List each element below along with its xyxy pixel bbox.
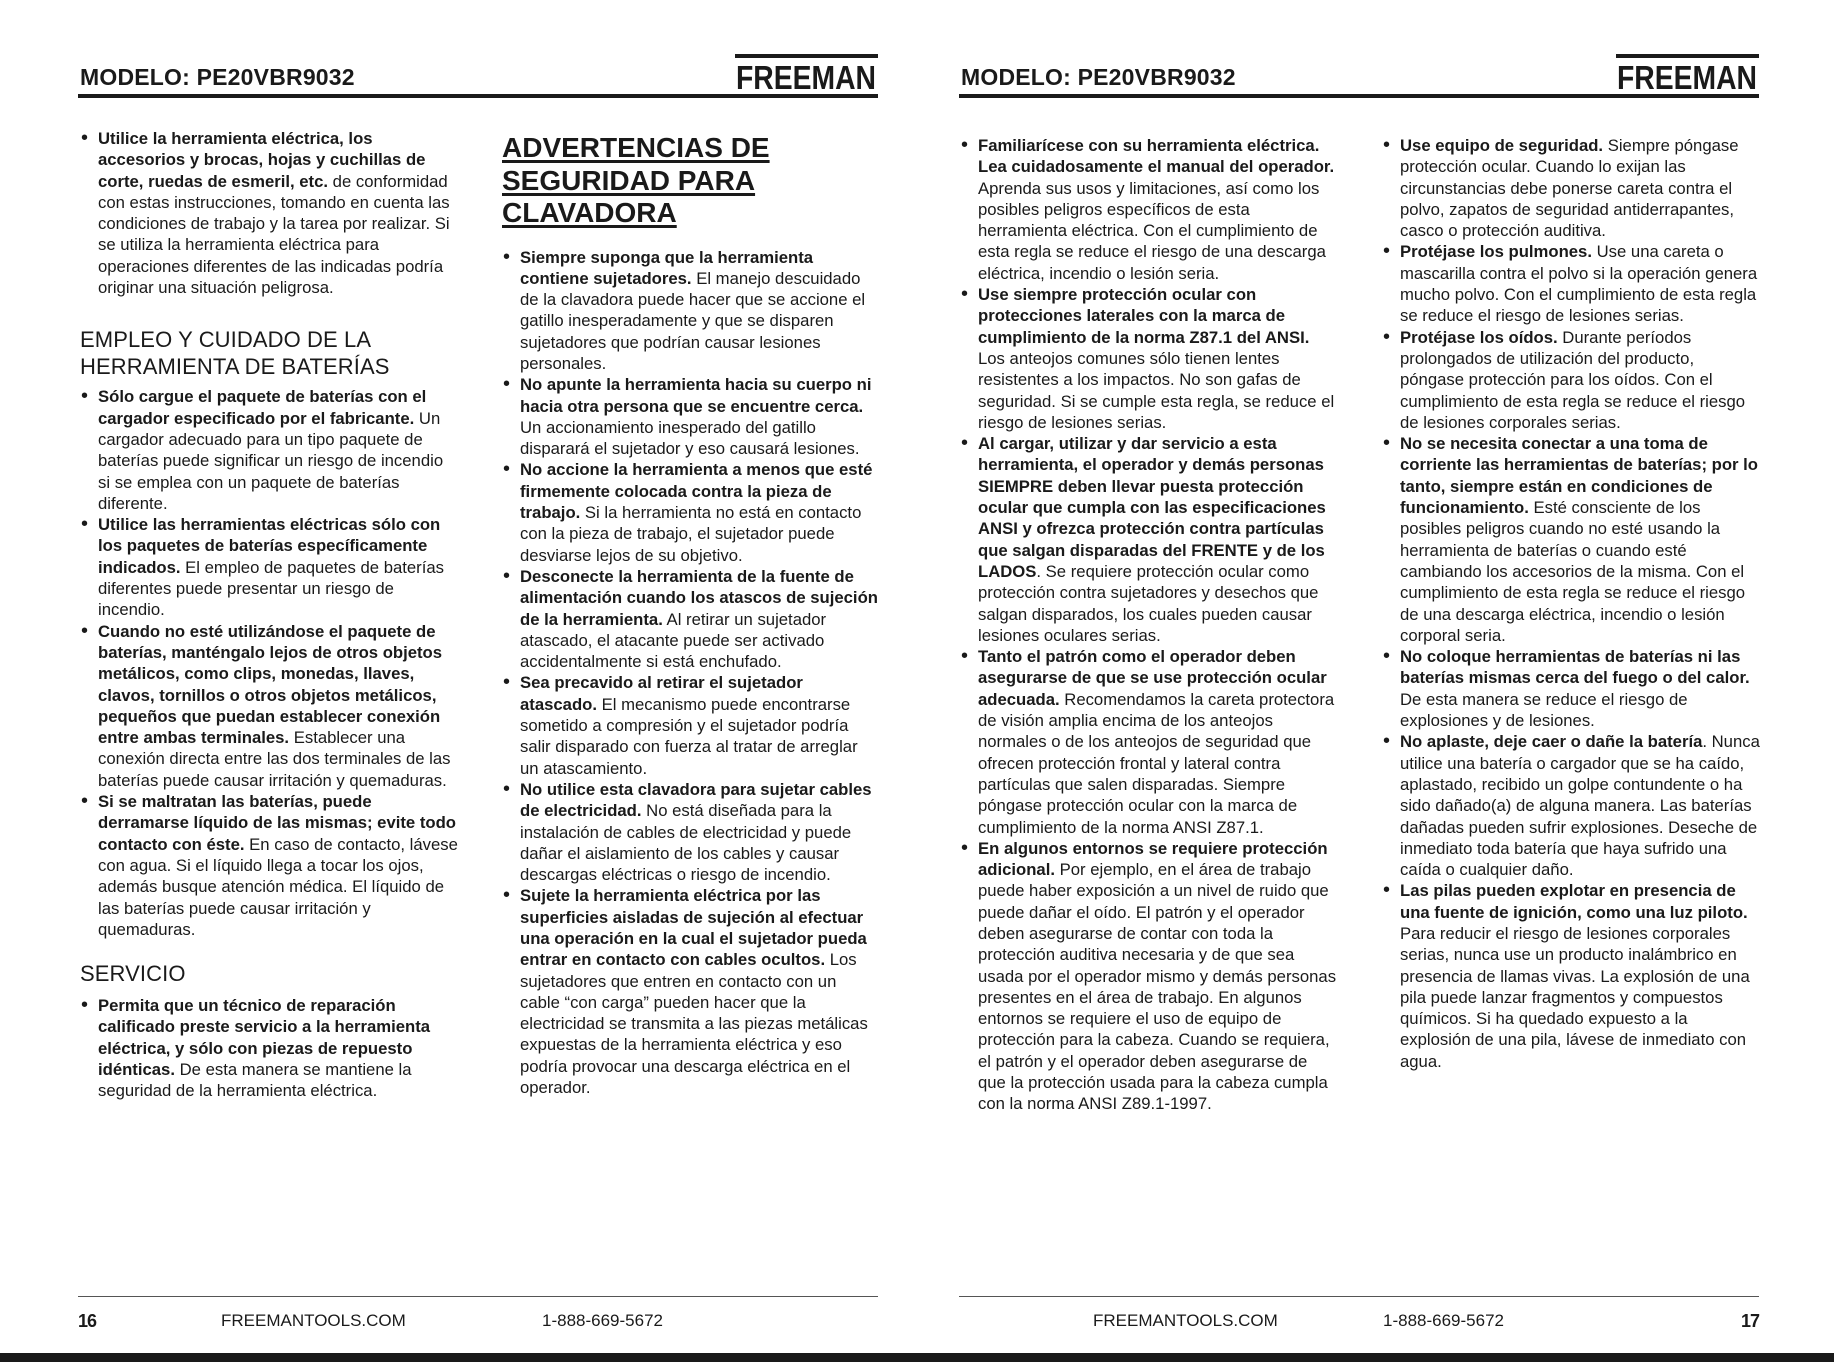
list-item: • No aplaste, deje caer o dañe la batería. Nunca utilice una batería o cargador que se ha caído, aplastado, recibido un golpe contundente o ha sido dañado(a) de alguna manera. Las baterías dañadas pueden sufrir explosiones. Deseche de inmediato toda batería que haya sufrido una caída o cualquier daño.	[1382, 731, 1760, 880]
brand-text: FREEMAN	[736, 59, 876, 96]
section-title-service: SERVICIO	[80, 961, 186, 987]
battery-list	[80, 386, 458, 940]
list-item: • Use siempre protección ocular con protecciones laterales con la marca de cumplimiento de la norma Z87.1 del ANSI. Los anteojos comunes sólo tienen lentes resistentes a los impactos. No son gafas de seguridad. Si se cumple esta regla, se reduce el riesgo de lesiones serias.	[960, 284, 1338, 433]
list-item: • En algunos entornos se requiere protección adicional. Por ejemplo, en el área de trabajo puede haber exposición a un nivel de ruido que puede dañar el oído. El patrón y el operador deben asegurarse de contar con toda la protección auditiva necesaria y de que sea usada por el operador mismo y demás personas presentes en el área de trabajo. En algunos entornos se requiere el uso de equipo de protección para la cabeza. Cuando se requiera, el patrón y el operador deben asegurarse de que la protección usada para la cabeza cumpla con la norma ANSI Z89.1-1997.	[960, 838, 1338, 1115]
safety-list-1	[960, 135, 1338, 1115]
footer-website: FREEMANTOOLS.COM	[221, 1311, 406, 1330]
page-footer	[78, 1296, 878, 1347]
column-right-2	[1382, 135, 1760, 1072]
bottom-border	[0, 1353, 1834, 1362]
list-item: • Use equipo de seguridad. Siempre póngase protección ocular. Cuando lo exijan las circunstancias debe ponerse careta contra el polvo, zapatos de seguridad antiderrapantes, casco o protección auditiva.	[1382, 135, 1760, 241]
list-item: • Utilice la herramienta eléctrica, los accesorios y brocas, hojas y cuchillas de corte, ruedas de esmeril, etc. de conformidad con estas instrucciones, tomando en cuenta las condiciones de trabajo y la tarea por realizar. Si se utiliza la herramienta eléctrica para operaciones diferentes de las indicadas podría originar una situación peligrosa.	[80, 128, 458, 298]
list-item: • Si se maltratan las baterías, puede derramarse líquido de las mismas; evite todo contacto con éste. En caso de contacto, lávese con agua. Si el líquido llega a tocar los ojos, además busque atención médica. El líquido de las baterías puede causar irritación y quemaduras.	[80, 791, 458, 940]
list-item: • Familiarícese con su herramienta eléctrica. Lea cuidadosamente el manual del operador. Aprenda sus usos y limitaciones, así como los posibles peligros específicos de esta herramienta eléctrica. Con el cumplimiento de esta regla se reduce el riesgo de una descarga eléctrica, incendio o lesión seria.	[960, 135, 1338, 284]
page-number: 16	[78, 1311, 97, 1331]
column-right-1	[960, 135, 1338, 1115]
brand-text: FREEMAN	[1617, 59, 1757, 96]
page-number: 17	[1740, 1311, 1759, 1331]
footer-website: FREEMANTOOLS.COM	[1093, 1311, 1278, 1330]
model-label: MODELO: PE20VBR9032	[961, 64, 1236, 90]
page-footer	[959, 1296, 1759, 1347]
list-item: • Sea precavido al retirar el sujetador atascado. El mecanismo puede encontrarse sometido a compresión y el sujetador podría salir disparado con fuerza al tratar de arreglar un atascamiento.	[502, 672, 880, 778]
list-item: • No se necesita conectar a una toma de corriente las herramientas de baterías; por lo tanto, siempre están en condiciones de funcionamiento. Esté consciente de los posibles peligros cuando no esté usando la herramienta de baterías o cuando esté cambiando los accesorios de la misma. Con el cumplimiento de esta regla se reduce el riesgo de una descarga eléctrica, incendio o lesión corporal seria.	[1382, 433, 1760, 646]
list-item: • No apunte la herramienta hacia su cuerpo ni hacia otra persona que se encuentre cerca. Un accionamiento inesperado del gatillo disparará el sujetador y eso causará lesiones.	[502, 374, 880, 459]
list-item: • No coloque herramientas de baterías ni las baterías mismas cerca del fuego o del calor. De esta manera se reduce el riesgo de explosiones y de lesiones.	[1382, 646, 1760, 731]
freeman-logo	[735, 54, 878, 96]
footer-phone: 1-888-669-5672	[542, 1311, 663, 1330]
nailer-warnings-list	[502, 247, 880, 1099]
footer-phone: 1-888-669-5672	[1383, 1311, 1504, 1330]
service-list	[80, 995, 458, 1101]
nailer-warnings-title: ADVERTENCIAS DE SEGURIDAD PARA CLAVADORA	[502, 132, 770, 228]
safety-list-2	[1382, 135, 1760, 1072]
list-item: • Sólo cargue el paquete de baterías con el cargador especificado por el fabricante. Un cargador adecuado para un tipo paquete de baterías puede significar un riesgo de incendio si se emplea con un paquete de baterías diferente.	[80, 386, 458, 514]
list-item: • Sujete la herramienta eléctrica por las superficies aisladas de sujeción al efectuar una operación en la cual el sujetador pueda entrar en contacto con cables ocultos. Los sujetadores que entren en contacto con un cable “con carga” pueden hacer que la electricidad se transmita a las piezas metálicas expuestas de la herramienta eléctrica y eso podría provocar una descarga eléctrica en el operador.	[502, 885, 880, 1098]
page-header	[959, 50, 1759, 98]
list-item: • Utilice las herramientas eléctricas sólo con los paquetes de baterías específicamente indicados. El empleo de paquetes de baterías diferentes puede presentar un riesgo de incendio.	[80, 514, 458, 620]
right-page	[917, 0, 1834, 1362]
model-label: MODELO: PE20VBR9032	[80, 64, 355, 90]
list-item: • Permita que un técnico de reparación calificado preste servicio a la herramienta eléctrica, y sólo con piezas de repuesto idénticas. De esta manera se mantiene la seguridad de la herramienta eléctrica.	[80, 995, 458, 1101]
list-item: • Tanto el patrón como el operador deben asegurarse de que se use protección ocular adecuada. Recomendamos la careta protectora de visión amplia encima de los anteojos normales o de los anteojos de seguridad que ofrecen protección frontal y lateral contra partículas que salen disparadas. Siempre póngase protección ocular con la marca de cumplimiento de la norma ANSI Z87.1.	[960, 646, 1338, 838]
intro-list	[80, 128, 458, 298]
list-item: • No utilice esta clavadora para sujetar cables de electricidad. No está diseñada para la instalación de cables de electricidad y puede dañar el aislamiento de los cables y causar descargas eléctricas o riesgo de incendio.	[502, 779, 880, 885]
list-item: • Protéjase los pulmones. Use una careta o mascarilla contra el polvo si la operación genera mucho polvo. Con el cumplimiento de esta regla se reduce el riesgo de lesiones serias.	[1382, 241, 1760, 326]
freeman-logo	[1616, 54, 1759, 96]
list-item: • No accione la herramienta a menos que esté firmemente colocada contra la pieza de trabajo. Si la herramienta no está en contacto con la pieza de trabajo, el sujetador puede desviarse lejos de su objetivo.	[502, 459, 880, 565]
list-item: • Siempre suponga que la herramienta contiene sujetadores. El manejo descuidado de la clavadora puede hacer que se accione el gatillo inesperadamente y que se disparen sujetadores que podrían causar lesiones personales.	[502, 247, 880, 375]
column-left-2	[502, 132, 880, 1098]
page-header	[78, 50, 878, 98]
list-item: • Cuando no esté utilizándose el paquete de baterías, manténgalo lejos de otros objetos metálicos, como clips, monedas, llaves, clavos, tornillos o otros objetos metálicos, pequeños que puedan establecer conexión entre ambas terminales. Establecer una conexión directa entre las dos terminales de las baterías puede causar irritación y quemaduras.	[80, 621, 458, 791]
column-left-1	[80, 128, 458, 1102]
list-item: • Al cargar, utilizar y dar servicio a esta herramienta, el operador y demás personas SIEMPRE deben llevar puesta protección ocular que cumpla con las especificaciones ANSI y ofrezca protección contra partículas que salgan disparadas del FRENTE y de los LADOS. Se requiere protección ocular como protección contra sujetadores y desechos que salgan disparados, los cuales pueden causar lesiones oculares serias.	[960, 433, 1338, 646]
section-title-battery: EMPLEO Y CUIDADO DE LA HERRAMIENTA DE BATERÍAS	[80, 327, 390, 380]
list-item: • Protéjase los oídos. Durante períodos prolongados de utilización del producto, póngase protección para los oídos. Con el cumplimiento de esta regla se reduce el riesgo de lesiones corporales serias.	[1382, 327, 1760, 433]
list-item: • Desconecte la herramienta de la fuente de alimentación cuando los atascos de sujeción de la herramienta. Al retirar un sujetador atascado, el atacante puede ser activado accidentalmente si está enchufado.	[502, 566, 880, 672]
list-item: • Las pilas pueden explotar en presencia de una fuente de ignición, como una luz piloto. Para reducir el riesgo de lesiones corporales serias, nunca use un producto inalámbrico en presencia de llamas vivas. La explosión de una pila puede lanzar fragmentos y compuestos químicos. Si ha quedado expuesto a la explosión de una pila, lávese de inmediato con agua.	[1382, 880, 1760, 1072]
